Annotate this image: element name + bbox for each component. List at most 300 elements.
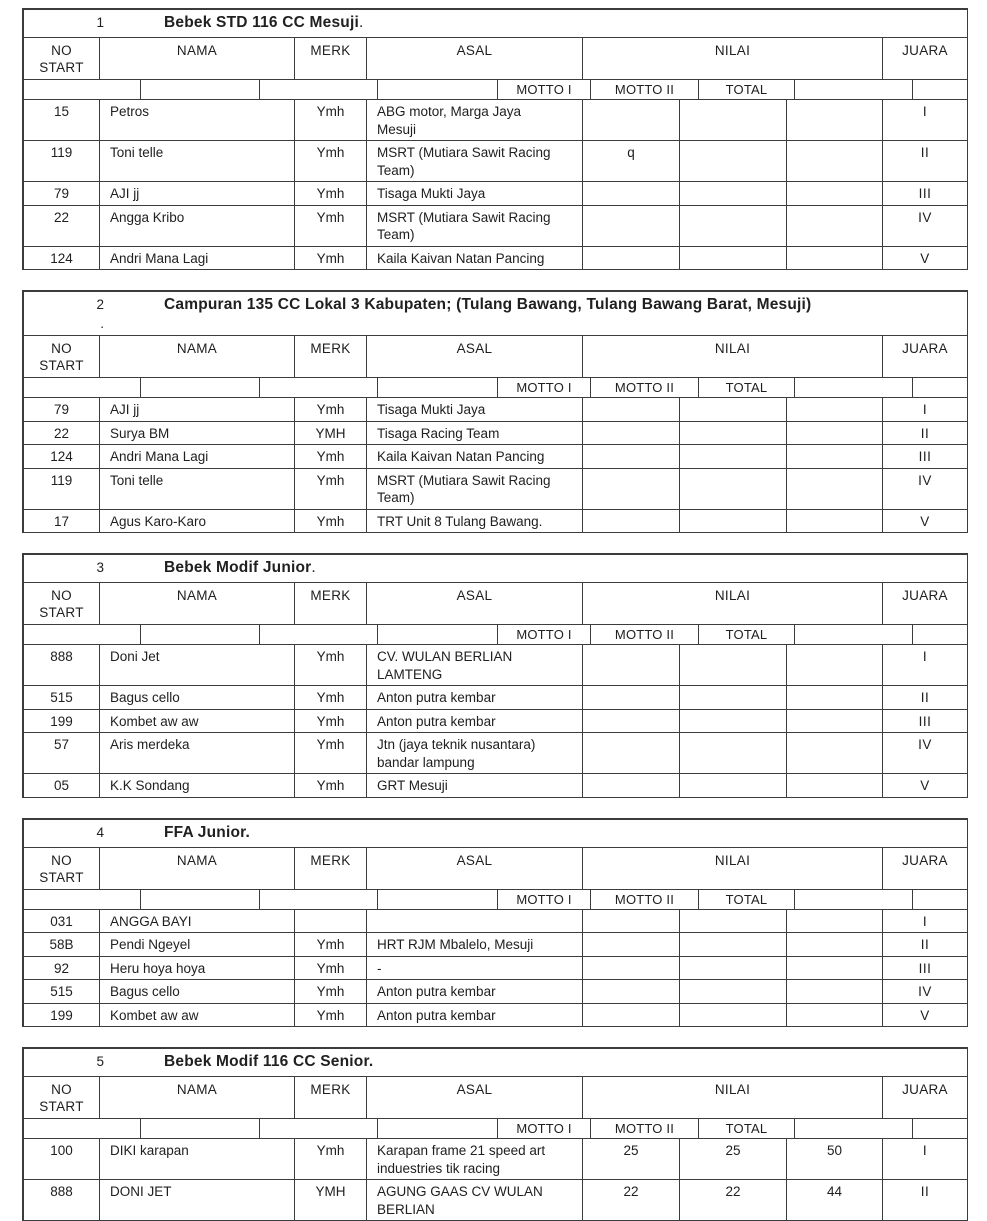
table-body	[24, 398, 968, 533]
cell-motto2-value	[680, 910, 787, 934]
header-merk: MERK	[295, 848, 367, 890]
cell-motto1-value	[583, 910, 680, 934]
cell-merk: Ymh	[295, 686, 367, 710]
cell-total-value	[787, 774, 883, 798]
cell-juara: I	[883, 910, 968, 934]
cell-motto2-value	[680, 957, 787, 981]
subheader-total: TOTAL	[699, 890, 795, 910]
cell-nama: Angga Kribo	[100, 206, 295, 247]
table-title-cell	[24, 820, 968, 848]
cell-motto1-value	[583, 510, 680, 534]
cell-juara: IV	[883, 733, 968, 774]
header-nama: NAMA	[100, 1077, 295, 1119]
cell-asal: MSRT (Mutiara Sawit Racing Team)	[367, 141, 583, 182]
subheader-blank-3	[260, 890, 378, 910]
table-number-column	[24, 823, 108, 842]
header-nilai: NILAI	[583, 38, 883, 80]
table-number-column	[24, 558, 108, 577]
header-nilai: NILAI	[583, 583, 883, 625]
table-body	[24, 1139, 968, 1221]
cell-motto1-value	[583, 247, 680, 271]
table-number-column	[24, 295, 108, 333]
subheader-blank-5	[795, 1119, 913, 1139]
cell-motto2-value	[680, 686, 787, 710]
table-subheader-row	[24, 1119, 968, 1139]
table-body	[24, 100, 968, 270]
subheader-blank-3	[260, 80, 378, 100]
subheader-blank-6	[913, 80, 968, 100]
cell-total-value	[787, 1004, 883, 1028]
subheader-motto1: MOTTO I	[498, 625, 591, 645]
subheader-blank-2	[141, 378, 260, 398]
cell-merk: Ymh	[295, 398, 367, 422]
table-number: 2	[96, 297, 104, 312]
cell-no-start: 22	[24, 422, 100, 446]
cell-motto1-value	[583, 445, 680, 469]
header-merk: MERK	[295, 583, 367, 625]
cell-motto2-value	[680, 445, 787, 469]
table-title	[164, 1052, 373, 1071]
subheader-total: TOTAL	[699, 625, 795, 645]
cell-motto2-value	[680, 933, 787, 957]
cell-asal: GRT Mesuji	[367, 774, 583, 798]
cell-no-start: 92	[24, 957, 100, 981]
cell-juara: II	[883, 141, 968, 182]
cell-juara: II	[883, 933, 968, 957]
subheader-blank-6	[913, 378, 968, 398]
table-number-column	[24, 1052, 108, 1071]
cell-motto2-value	[680, 733, 787, 774]
cell-nama: Kombet aw aw	[100, 710, 295, 734]
cell-merk: Ymh	[295, 645, 367, 686]
cell-total-value	[787, 206, 883, 247]
table-header-row	[24, 38, 968, 80]
cell-merk: Ymh	[295, 933, 367, 957]
cell-no-start: 57	[24, 733, 100, 774]
table-title-row	[24, 10, 968, 38]
subheader-motto1: MOTTO I	[498, 378, 591, 398]
cell-motto1-value	[583, 206, 680, 247]
table-row	[24, 774, 968, 798]
subheader-blank-2	[141, 890, 260, 910]
cell-merk: YMH	[295, 422, 367, 446]
cell-merk: Ymh	[295, 182, 367, 206]
header-juara: JUARA	[883, 336, 968, 378]
cell-motto2-value	[680, 1004, 787, 1028]
table-body	[24, 910, 968, 1028]
cell-motto1-value	[583, 933, 680, 957]
header-nama: NAMA	[100, 583, 295, 625]
table-subheader-row	[24, 378, 968, 398]
subheader-motto1: MOTTO I	[498, 1119, 591, 1139]
table-title	[164, 558, 316, 577]
cell-motto1-value	[583, 980, 680, 1004]
table-row	[24, 710, 968, 734]
cell-no-start: 031	[24, 910, 100, 934]
subheader-total: TOTAL	[699, 1119, 795, 1139]
race-results-table	[22, 818, 968, 1028]
race-results-table	[22, 553, 968, 798]
header-asal: ASAL	[367, 583, 583, 625]
table-title	[164, 295, 811, 314]
table-subheader-row	[24, 80, 968, 100]
table-title-suffix: .	[311, 559, 316, 576]
cell-total-value	[787, 422, 883, 446]
subheader-total: TOTAL	[699, 378, 795, 398]
table-row	[24, 980, 968, 1004]
table-title-text: Campuran 135 CC Lokal 3 Kabupaten; (Tulang Bawang, Tulang Bawang Barat, Mesuji)	[164, 296, 812, 313]
cell-motto1-value	[583, 469, 680, 510]
cell-nama: Pendi Ngeyel	[100, 933, 295, 957]
subheader-motto2: MOTTO II	[591, 80, 699, 100]
subheader-motto2: MOTTO II	[591, 625, 699, 645]
cell-asal: TRT Unit 8 Tulang Bawang.	[367, 510, 583, 534]
table-row	[24, 247, 968, 271]
cell-motto1-value	[583, 182, 680, 206]
cell-juara: I	[883, 645, 968, 686]
cell-juara: IV	[883, 206, 968, 247]
cell-motto1-value	[583, 686, 680, 710]
cell-motto2-value	[680, 645, 787, 686]
cell-asal: Kaila Kaivan Natan Pancing	[367, 445, 583, 469]
cell-motto2-value	[680, 206, 787, 247]
table-title-suffix: .	[358, 14, 364, 31]
cell-no-start: 124	[24, 247, 100, 271]
header-nilai: NILAI	[583, 1077, 883, 1119]
subheader-blank-5	[795, 625, 913, 645]
header-no-start: NO START	[24, 583, 100, 625]
cell-motto2-value	[680, 141, 787, 182]
cell-motto1-value	[583, 710, 680, 734]
table-title-row	[24, 1049, 968, 1077]
table-title-text: Bebek Modif 116 CC Senior.	[164, 1053, 374, 1070]
cell-juara: V	[883, 1004, 968, 1028]
cell-motto1-value	[583, 398, 680, 422]
table-number: 3	[96, 560, 104, 575]
subheader-motto2: MOTTO II	[591, 890, 699, 910]
cell-nama: DONI JET	[100, 1180, 295, 1221]
table-title-text: Bebek STD 116 CC Mesuji	[164, 14, 359, 31]
cell-total-value	[787, 645, 883, 686]
cell-motto1-value: 22	[583, 1180, 680, 1221]
cell-motto1-value	[583, 733, 680, 774]
cell-motto1-value	[583, 957, 680, 981]
cell-juara: III	[883, 710, 968, 734]
cell-asal: HRT RJM Mbalelo, Mesuji	[367, 933, 583, 957]
cell-no-start: 79	[24, 398, 100, 422]
subheader-total: TOTAL	[699, 80, 795, 100]
cell-no-start: 515	[24, 686, 100, 710]
cell-juara: II	[883, 1180, 968, 1221]
table-row	[24, 686, 968, 710]
header-no-start: NO START	[24, 336, 100, 378]
header-no-start: NO START	[24, 848, 100, 890]
cell-asal: CV. WULAN BERLIAN LAMTENG	[367, 645, 583, 686]
cell-merk: Ymh	[295, 1139, 367, 1180]
cell-no-start: 119	[24, 141, 100, 182]
cell-juara: I	[883, 100, 968, 141]
header-no-start: NO START	[24, 1077, 100, 1119]
cell-juara: V	[883, 774, 968, 798]
cell-merk	[295, 910, 367, 934]
cell-nama: Bagus cello	[100, 980, 295, 1004]
cell-merk: YMH	[295, 1180, 367, 1221]
race-results-table	[22, 1047, 968, 1221]
cell-nama: DIKI karapan	[100, 1139, 295, 1180]
header-nilai: NILAI	[583, 336, 883, 378]
subheader-blank-2	[141, 1119, 260, 1139]
table-title-text: Bebek Modif Junior	[164, 559, 312, 576]
subheader-blank-4	[378, 1119, 498, 1139]
cell-asal: MSRT (Mutiara Sawit Racing Team)	[367, 469, 583, 510]
header-juara: JUARA	[883, 848, 968, 890]
table-row	[24, 100, 968, 141]
cell-merk: Ymh	[295, 710, 367, 734]
cell-nama: Petros	[100, 100, 295, 141]
cell-total-value	[787, 100, 883, 141]
subheader-blank-1	[24, 80, 141, 100]
cell-juara: I	[883, 398, 968, 422]
cell-motto1-value: 25	[583, 1139, 680, 1180]
cell-no-start: 58B	[24, 933, 100, 957]
cell-asal: Karapan frame 21 speed art induestries tik racing	[367, 1139, 583, 1180]
table-row	[24, 141, 968, 182]
cell-total-value: 50	[787, 1139, 883, 1180]
table-row	[24, 445, 968, 469]
cell-no-start: 119	[24, 469, 100, 510]
cell-motto1-value	[583, 645, 680, 686]
cell-asal	[367, 910, 583, 934]
cell-nama: Kombet aw aw	[100, 1004, 295, 1028]
table-subheader-row	[24, 890, 968, 910]
cell-asal: Anton putra kembar	[367, 710, 583, 734]
cell-merk: Ymh	[295, 247, 367, 271]
table-row	[24, 910, 968, 934]
header-juara: JUARA	[883, 38, 968, 80]
cell-juara: IV	[883, 469, 968, 510]
cell-motto2-value	[680, 510, 787, 534]
cell-motto1-value	[583, 422, 680, 446]
table-title-cell	[24, 10, 968, 38]
cell-nama: AJI jj	[100, 182, 295, 206]
cell-juara: II	[883, 686, 968, 710]
header-asal: ASAL	[367, 38, 583, 80]
table-subheader-row	[24, 625, 968, 645]
subheader-blank-5	[795, 378, 913, 398]
table-title-cell	[24, 1049, 968, 1077]
cell-nama: Surya BM	[100, 422, 295, 446]
cell-total-value	[787, 686, 883, 710]
cell-merk: Ymh	[295, 980, 367, 1004]
table-header-row	[24, 583, 968, 625]
cell-motto2-value	[680, 710, 787, 734]
cell-total-value	[787, 510, 883, 534]
cell-motto2-value	[680, 469, 787, 510]
header-nilai: NILAI	[583, 848, 883, 890]
cell-merk: Ymh	[295, 733, 367, 774]
table-title	[164, 823, 250, 842]
cell-motto2-value	[680, 980, 787, 1004]
cell-no-start: 15	[24, 100, 100, 141]
cell-juara: I	[883, 1139, 968, 1180]
table-title-row	[24, 292, 968, 336]
header-asal: ASAL	[367, 1077, 583, 1119]
header-juara: JUARA	[883, 1077, 968, 1119]
cell-asal: MSRT (Mutiara Sawit Racing Team)	[367, 206, 583, 247]
cell-juara: V	[883, 510, 968, 534]
cell-merk: Ymh	[295, 445, 367, 469]
race-results-table	[22, 8, 968, 270]
cell-nama: AJI jj	[100, 398, 295, 422]
header-merk: MERK	[295, 336, 367, 378]
table-number: 5	[96, 1054, 104, 1069]
cell-no-start: 515	[24, 980, 100, 1004]
cell-nama: Aris merdeka	[100, 733, 295, 774]
race-results-table	[22, 290, 968, 533]
cell-no-start: 888	[24, 1180, 100, 1221]
table-title-row	[24, 555, 968, 583]
cell-total-value: 44	[787, 1180, 883, 1221]
table-row	[24, 645, 968, 686]
table-title-text: FFA Junior.	[164, 823, 251, 841]
cell-total-value	[787, 398, 883, 422]
cell-total-value	[787, 247, 883, 271]
cell-no-start: 79	[24, 182, 100, 206]
table-title-row	[24, 820, 968, 848]
cell-no-start: 199	[24, 1004, 100, 1028]
cell-motto1-value: q	[583, 141, 680, 182]
cell-merk: Ymh	[295, 1004, 367, 1028]
cell-asal: AGUNG GAAS CV WULAN BERLIAN	[367, 1180, 583, 1221]
subheader-blank-4	[378, 890, 498, 910]
cell-nama: ANGGA BAYI	[100, 910, 295, 934]
cell-juara: II	[883, 422, 968, 446]
subheader-blank-6	[913, 890, 968, 910]
cell-merk: Ymh	[295, 206, 367, 247]
subheader-blank-4	[378, 625, 498, 645]
table-row	[24, 1004, 968, 1028]
cell-no-start: 888	[24, 645, 100, 686]
table-row	[24, 182, 968, 206]
cell-total-value	[787, 980, 883, 1004]
cell-motto2-value	[680, 100, 787, 141]
cell-juara: IV	[883, 980, 968, 1004]
cell-total-value	[787, 445, 883, 469]
subheader-blank-1	[24, 378, 141, 398]
cell-total-value	[787, 141, 883, 182]
cell-motto2-value	[680, 774, 787, 798]
subheader-blank-1	[24, 890, 141, 910]
cell-motto2-value	[680, 398, 787, 422]
subheader-blank-1	[24, 1119, 141, 1139]
subheader-blank-4	[378, 80, 498, 100]
cell-total-value	[787, 957, 883, 981]
subheader-blank-4	[378, 378, 498, 398]
cell-asal: Anton putra kembar	[367, 686, 583, 710]
cell-merk: Ymh	[295, 141, 367, 182]
cell-no-start: 17	[24, 510, 100, 534]
header-juara: JUARA	[883, 583, 968, 625]
cell-nama: Toni telle	[100, 469, 295, 510]
subheader-blank-3	[260, 1119, 378, 1139]
subheader-motto1: MOTTO I	[498, 80, 591, 100]
cell-juara: III	[883, 182, 968, 206]
table-row	[24, 510, 968, 534]
cell-no-start: 124	[24, 445, 100, 469]
subheader-blank-5	[795, 80, 913, 100]
subheader-blank-2	[141, 625, 260, 645]
cell-asal: Anton putra kembar	[367, 1004, 583, 1028]
cell-motto2-value	[680, 247, 787, 271]
cell-total-value	[787, 910, 883, 934]
cell-total-value	[787, 933, 883, 957]
cell-merk: Ymh	[295, 957, 367, 981]
cell-juara: III	[883, 957, 968, 981]
cell-motto2-value: 25	[680, 1139, 787, 1180]
cell-motto2-value	[680, 422, 787, 446]
header-nama: NAMA	[100, 848, 295, 890]
cell-motto1-value	[583, 100, 680, 141]
cell-no-start: 100	[24, 1139, 100, 1180]
cell-nama: Bagus cello	[100, 686, 295, 710]
header-nama: NAMA	[100, 38, 295, 80]
cell-asal: Tisaga Mukti Jaya	[367, 398, 583, 422]
table-row	[24, 933, 968, 957]
table-number-note: .	[100, 316, 104, 331]
cell-merk: Ymh	[295, 469, 367, 510]
subheader-motto2: MOTTO II	[591, 1119, 699, 1139]
cell-motto2-value	[680, 182, 787, 206]
cell-merk: Ymh	[295, 510, 367, 534]
cell-total-value	[787, 182, 883, 206]
header-asal: ASAL	[367, 336, 583, 378]
cell-no-start: 05	[24, 774, 100, 798]
subheader-blank-5	[795, 890, 913, 910]
cell-motto1-value	[583, 774, 680, 798]
header-nama: NAMA	[100, 336, 295, 378]
cell-nama: Toni telle	[100, 141, 295, 182]
cell-nama: Doni Jet	[100, 645, 295, 686]
table-header-row	[24, 848, 968, 890]
cell-asal: Jtn (jaya teknik nusantara) bandar lampung	[367, 733, 583, 774]
cell-asal: Tisaga Mukti Jaya	[367, 182, 583, 206]
table-row	[24, 957, 968, 981]
table-header-row	[24, 336, 968, 378]
cell-asal: Anton putra kembar	[367, 980, 583, 1004]
cell-nama: K.K Sondang	[100, 774, 295, 798]
table-number-column	[24, 13, 108, 32]
cell-nama: Andri Mana Lagi	[100, 247, 295, 271]
cell-no-start: 199	[24, 710, 100, 734]
table-row	[24, 398, 968, 422]
table-number: 1	[96, 15, 104, 30]
table-number: 4	[96, 824, 104, 840]
subheader-motto2: MOTTO II	[591, 378, 699, 398]
header-asal: ASAL	[367, 848, 583, 890]
cell-nama: Agus Karo-Karo	[100, 510, 295, 534]
cell-asal: Tisaga Racing Team	[367, 422, 583, 446]
cell-juara: V	[883, 247, 968, 271]
cell-asal: -	[367, 957, 583, 981]
cell-total-value	[787, 469, 883, 510]
cell-total-value	[787, 710, 883, 734]
table-row	[24, 469, 968, 510]
table-row	[24, 1139, 968, 1180]
table-header-row	[24, 1077, 968, 1119]
cell-juara: III	[883, 445, 968, 469]
header-merk: MERK	[295, 38, 367, 80]
subheader-motto1: MOTTO I	[498, 890, 591, 910]
